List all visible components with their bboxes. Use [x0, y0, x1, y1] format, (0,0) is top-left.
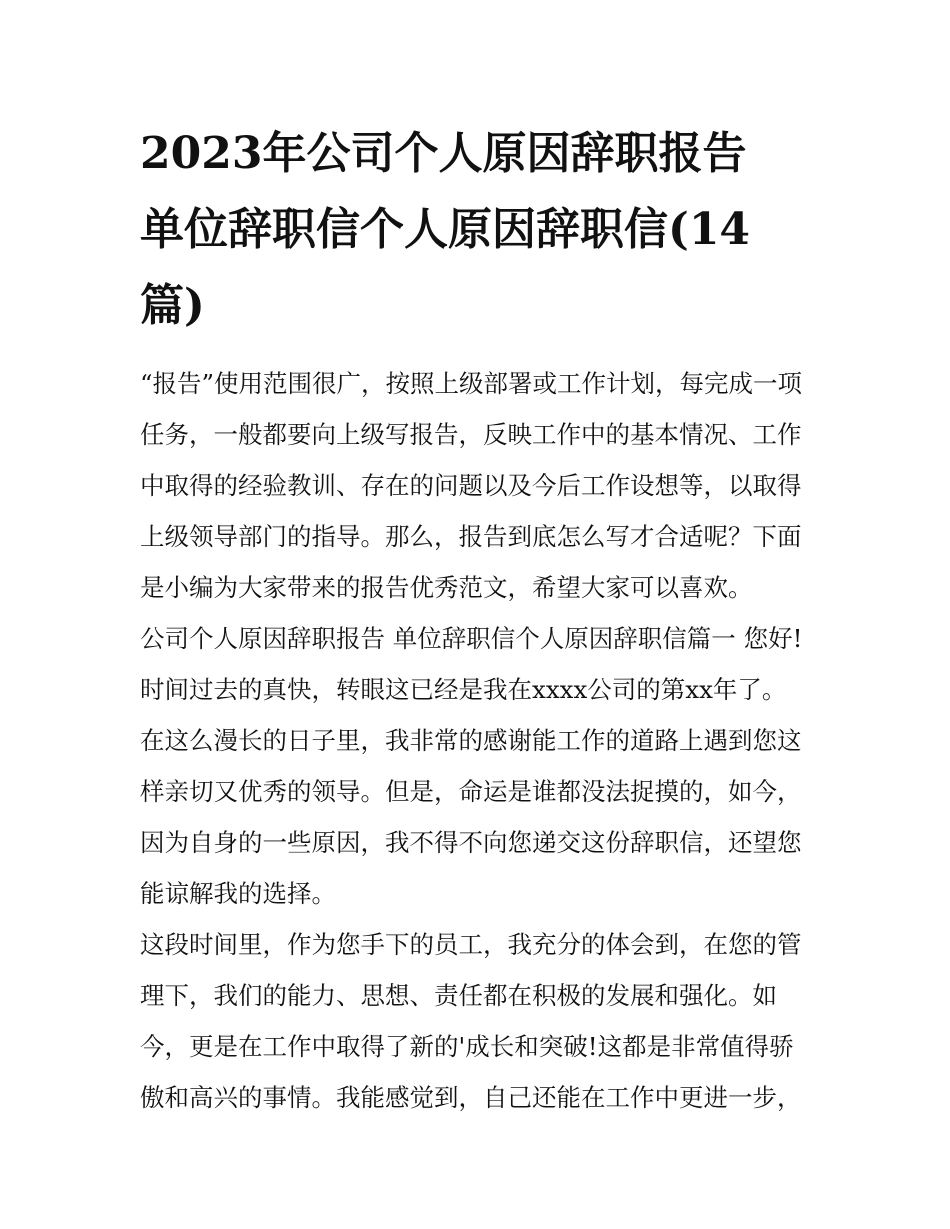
body-line: 傲和高兴的事情。我能感觉到，自己还能在工作中更进一步， — [140, 1083, 802, 1112]
body-line: 任务，一般都要向上级写报告，反映工作中的基本情况、工作 — [140, 420, 802, 449]
title-line: 2023年公司个人原因辞职报告 — [140, 128, 747, 179]
body-line: 在这么漫长的日子里，我非常的感谢能工作的道路上遇到您这 — [140, 726, 802, 755]
body-line: “报告”使用范围很广，按照上级部署或工作计划，每完成一项 — [140, 369, 803, 398]
body-line: 能谅解我的选择。 — [140, 879, 336, 908]
document-title — [140, 116, 830, 344]
body-line: 样亲切又优秀的领导。但是，命运是谁都没法捉摸的，如今， — [140, 777, 802, 806]
title-line: 单位辞职信个人原因辞职信(14 — [140, 204, 751, 255]
title-line: 篇) — [140, 280, 205, 331]
body-line: 时间过去的真快，转眼这已经是我在xxxx公司的第xx年了。 — [140, 675, 787, 704]
body-line: 公司个人原因辞职报告 单位辞职信个人原因辞职信篇一 您好! — [140, 624, 803, 653]
body-line: 这段时间里，作为您手下的员工，我充分的体会到，在您的管 — [140, 930, 802, 959]
body-line: 是小编为大家带来的报告优秀范文，希望大家可以喜欢。 — [140, 573, 753, 602]
document-body — [140, 358, 830, 1123]
body-line: 因为自身的一些原因，我不得不向您递交这份辞职信，还望您 — [140, 828, 802, 857]
body-line: 上级领导部门的指导。那么，报告到底怎么写才合适呢？下面 — [140, 522, 802, 551]
body-line: 中取得的经验教训、存在的问题以及今后工作设想等，以取得 — [140, 471, 802, 500]
body-line: 理下，我们的能力、思想、责任都在积极的发展和强化。如 — [140, 981, 777, 1010]
body-line: 今，更是在工作中取得了新的'成长和突破!这都是非常值得骄 — [140, 1032, 794, 1061]
